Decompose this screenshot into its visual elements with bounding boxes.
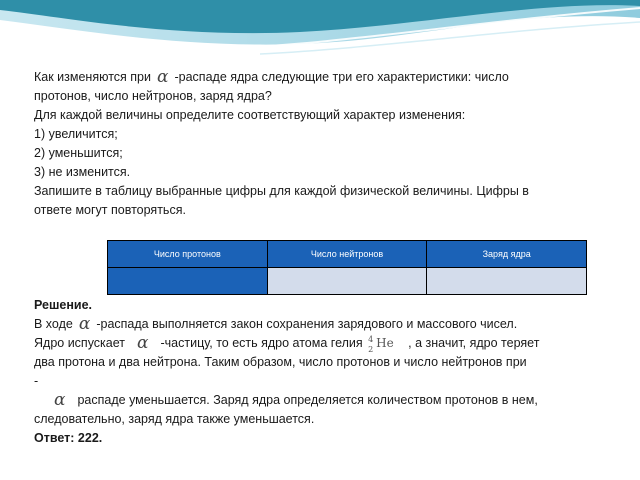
- alpha-symbol: α: [78, 314, 91, 334]
- helium-mass-number: 4: [368, 335, 374, 344]
- header-neutrons: Число нейтронов: [267, 241, 427, 268]
- solution-text: следовательно, заряд ядра также уменьшается.: [34, 412, 315, 426]
- helium-charge-number: 2: [368, 345, 374, 354]
- solution-text: , а значит, ядро теряет: [408, 336, 540, 350]
- helium-nucleus-symbol: [366, 334, 408, 354]
- instruction-text: ответе могут повторяться.: [34, 203, 186, 217]
- answer-table: [107, 240, 587, 295]
- solution-text: распаде уменьшается. Заряд ядра определяется количеством протонов в нем,: [77, 393, 538, 407]
- answer-text: Ответ: 222.: [34, 431, 103, 445]
- option-decrease: 2) уменьшится;: [34, 146, 123, 160]
- solution-text: -частицу, то есть ядро атома гелия: [160, 336, 363, 350]
- question-text: -распаде ядра следующие три его характеристики: число: [174, 70, 509, 84]
- solution-text: два протона и два нейтрона. Таким образом, число протонов и число нейтронов при: [34, 355, 527, 369]
- answer-cell-neutrons[interactable]: [267, 268, 427, 295]
- solution-text: -распада выполняется закон сохранения зарядового и массового чисел.: [96, 317, 518, 331]
- answer-cell-protons[interactable]: [108, 268, 268, 295]
- solution-block: [34, 296, 614, 448]
- alpha-symbol: α: [137, 333, 149, 353]
- solution-text: В ходе: [34, 317, 73, 331]
- header-wave-decoration: [0, 0, 640, 62]
- table-header-row: [108, 241, 587, 268]
- table-answer-row: [108, 268, 587, 295]
- instruction-text: Для каждой величины определите соответствующий характер изменения:: [34, 108, 466, 122]
- helium-element: He: [376, 336, 394, 350]
- solution-heading: Решение.: [34, 298, 93, 312]
- alpha-symbol: α: [54, 390, 66, 410]
- option-unchanged: 3) не изменится.: [34, 165, 131, 179]
- solution-text: -: [34, 374, 39, 388]
- instruction-text: Запишите в таблицу выбранные цифры для каждой физической величины. Цифры в: [34, 184, 529, 198]
- header-protons: Число протонов: [108, 241, 268, 268]
- answer-cell-charge[interactable]: [427, 268, 587, 295]
- solution-text: Ядро испускает: [34, 336, 126, 350]
- alpha-symbol: α: [157, 67, 169, 87]
- question-text: протонов, число нейтронов, заряд ядра?: [34, 89, 272, 103]
- option-increase: 1) увеличится;: [34, 127, 118, 141]
- header-charge: Заряд ядра: [427, 241, 587, 268]
- question-block: [34, 68, 614, 220]
- question-text: Как изменяются при: [34, 70, 151, 84]
